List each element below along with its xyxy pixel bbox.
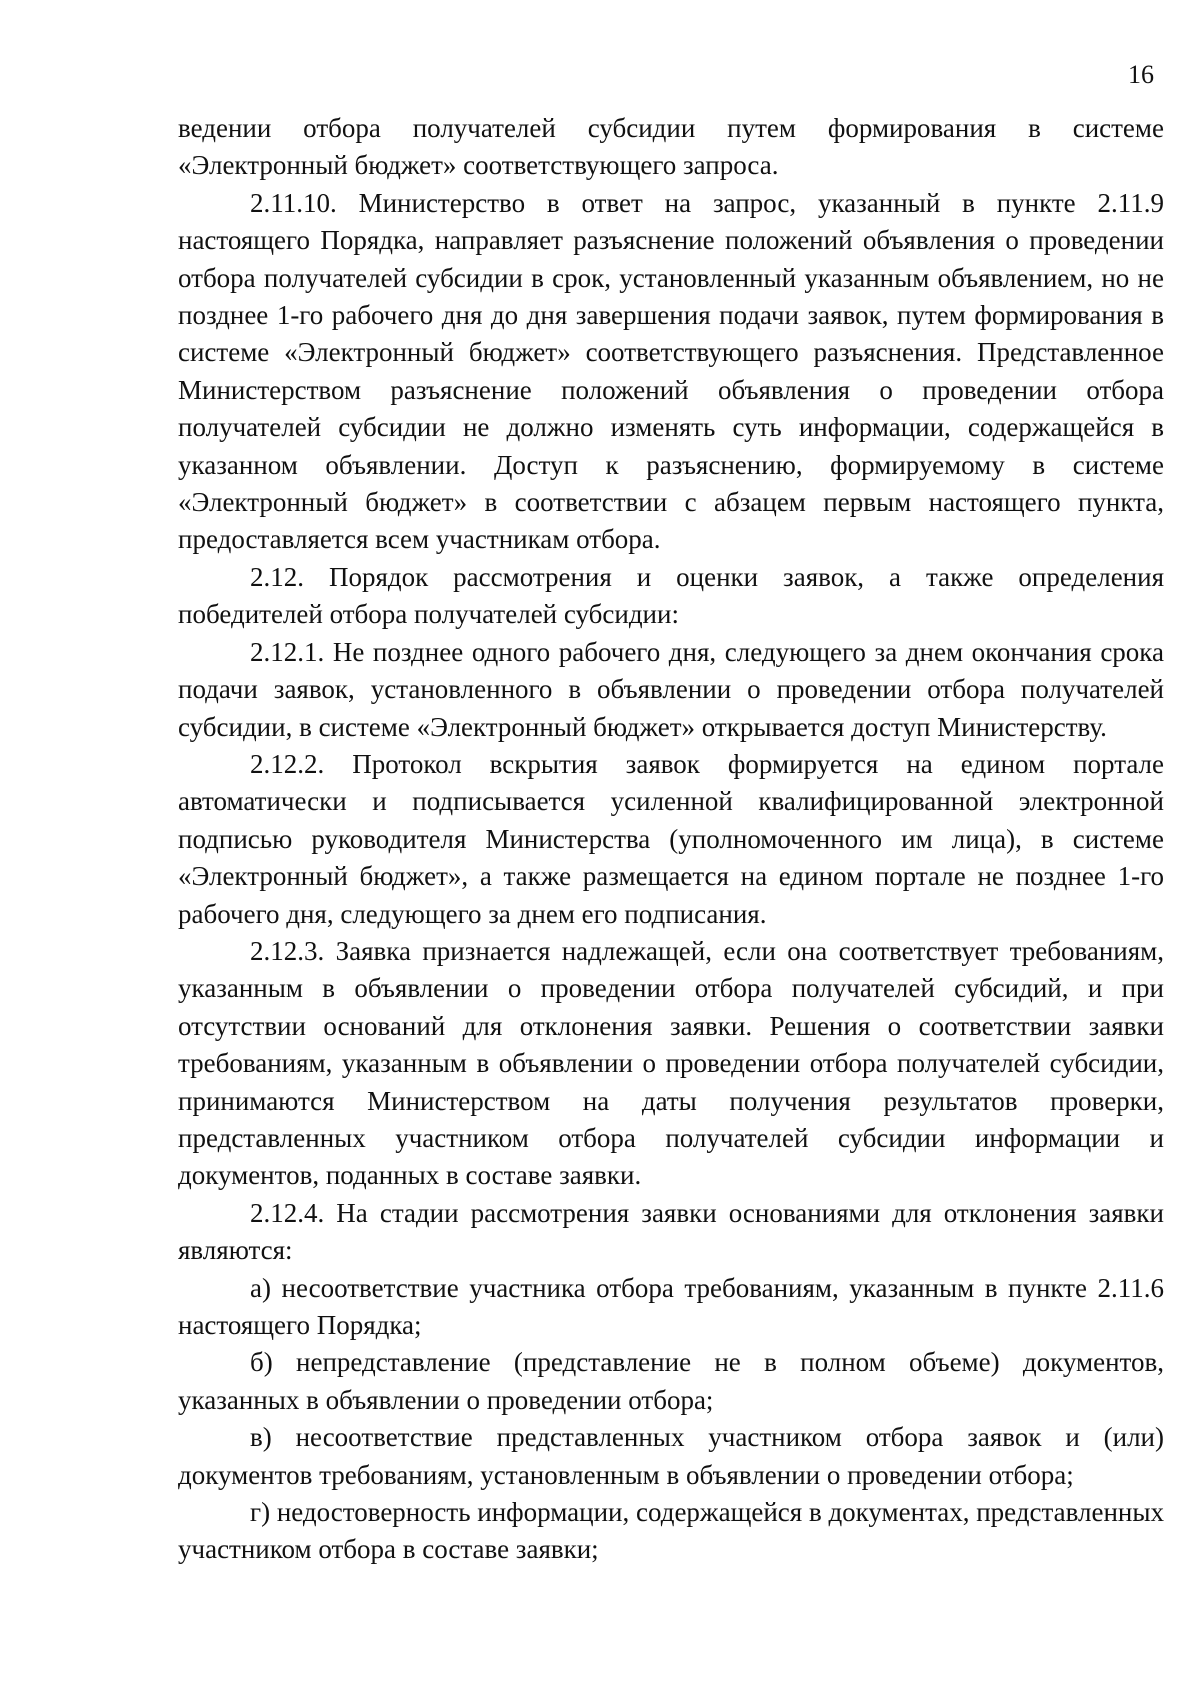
document-body	[178, 110, 1164, 1569]
list-item-g: г) недостоверность информации, содержащейся в документах, представленных участником отбора в составе заявки;	[178, 1497, 1164, 1565]
paragraph-2-12-2: 2.12.2. Протокол вскрытия заявок формируется на едином портале автоматически и подписывается усиленной квалифицированной электронной подписью руководителя Министерства (уполномоченного им лица), в системе «Электронный бюджет», а также размещается на едином портале не позднее 1-го рабочего дня, следующего за днем его подписания.	[178, 748, 1164, 929]
paragraph-2-12-4: 2.12.4. На стадии рассмотрения заявки основаниями для отклонения заявки являются:	[178, 1197, 1164, 1266]
paragraph-2-12-3: 2.12.3. Заявка признается надлежащей, если она соответствует требованиям, указанным в объявлении о проведении отбора получателей субсидий, и при отсутствии оснований для отклонения заявки. Решения о соответствии заявки требованиям, указанным в объявлении о проведении отбора получателей субсидии, принимаются Министерством на даты получения результатов проверки, представленных участником отбора получателей субсидии информации и документов, поданных в составе заявки.	[178, 935, 1164, 1191]
list-item-b: б) непредставление (представление не в полном объеме) документов, указанных в объявлении о проведении отбора;	[178, 1347, 1164, 1415]
list-item-v: в) несоответствие представленных участником отбора заявок и (или) документов требованиям, установленным в объявлении о проведении отбора;	[178, 1422, 1164, 1490]
page-number: 16	[1128, 60, 1154, 89]
paragraph-continuation: ведении отбора получателей субсидии путем формирования в системе «Электронный бюджет» соответствующего запроса.	[178, 113, 1164, 181]
paragraph-2-12-1: 2.12.1. Не позднее одного рабочего дня, следующего за днем окончания срока подачи заявок, установленного в объявлении о проведении отбора получателей субсидии, в системе «Электронный бюджет» открывается доступ Министерству.	[178, 636, 1164, 742]
paragraph-2-11-10: 2.11.10. Министерство в ответ на запрос, указанный в пункте 2.11.9 настоящего Порядка, направляет разъяснение положений объявления о проведении отбора получателей субсидии в срок, установленный указанным объявлением, но не позднее 1-го рабочего дня до дня завершения подачи заявок, путем формирования в системе «Электронный бюджет» соответствующего разъяснения. Представленное Министерством разъяснение положений объявления о проведении отбора получателей субсидии не должно изменять суть информации, содержащейся в указанном объявлении. Доступ к разъяснению, формируемому в системе «Электронный бюджет» в соответствии с абзацем первым настоящего пункта, предоставляется всем участникам отбора.	[178, 187, 1164, 555]
list-item-a: а) несоответствие участника отбора требованиям, указанным в пункте 2.11.6 настоящего Порядка;	[178, 1272, 1164, 1340]
paragraph-2-12: 2.12. Порядок рассмотрения и оценки заявок, а также определения победителей отбора получателей субсидии:	[178, 561, 1164, 630]
